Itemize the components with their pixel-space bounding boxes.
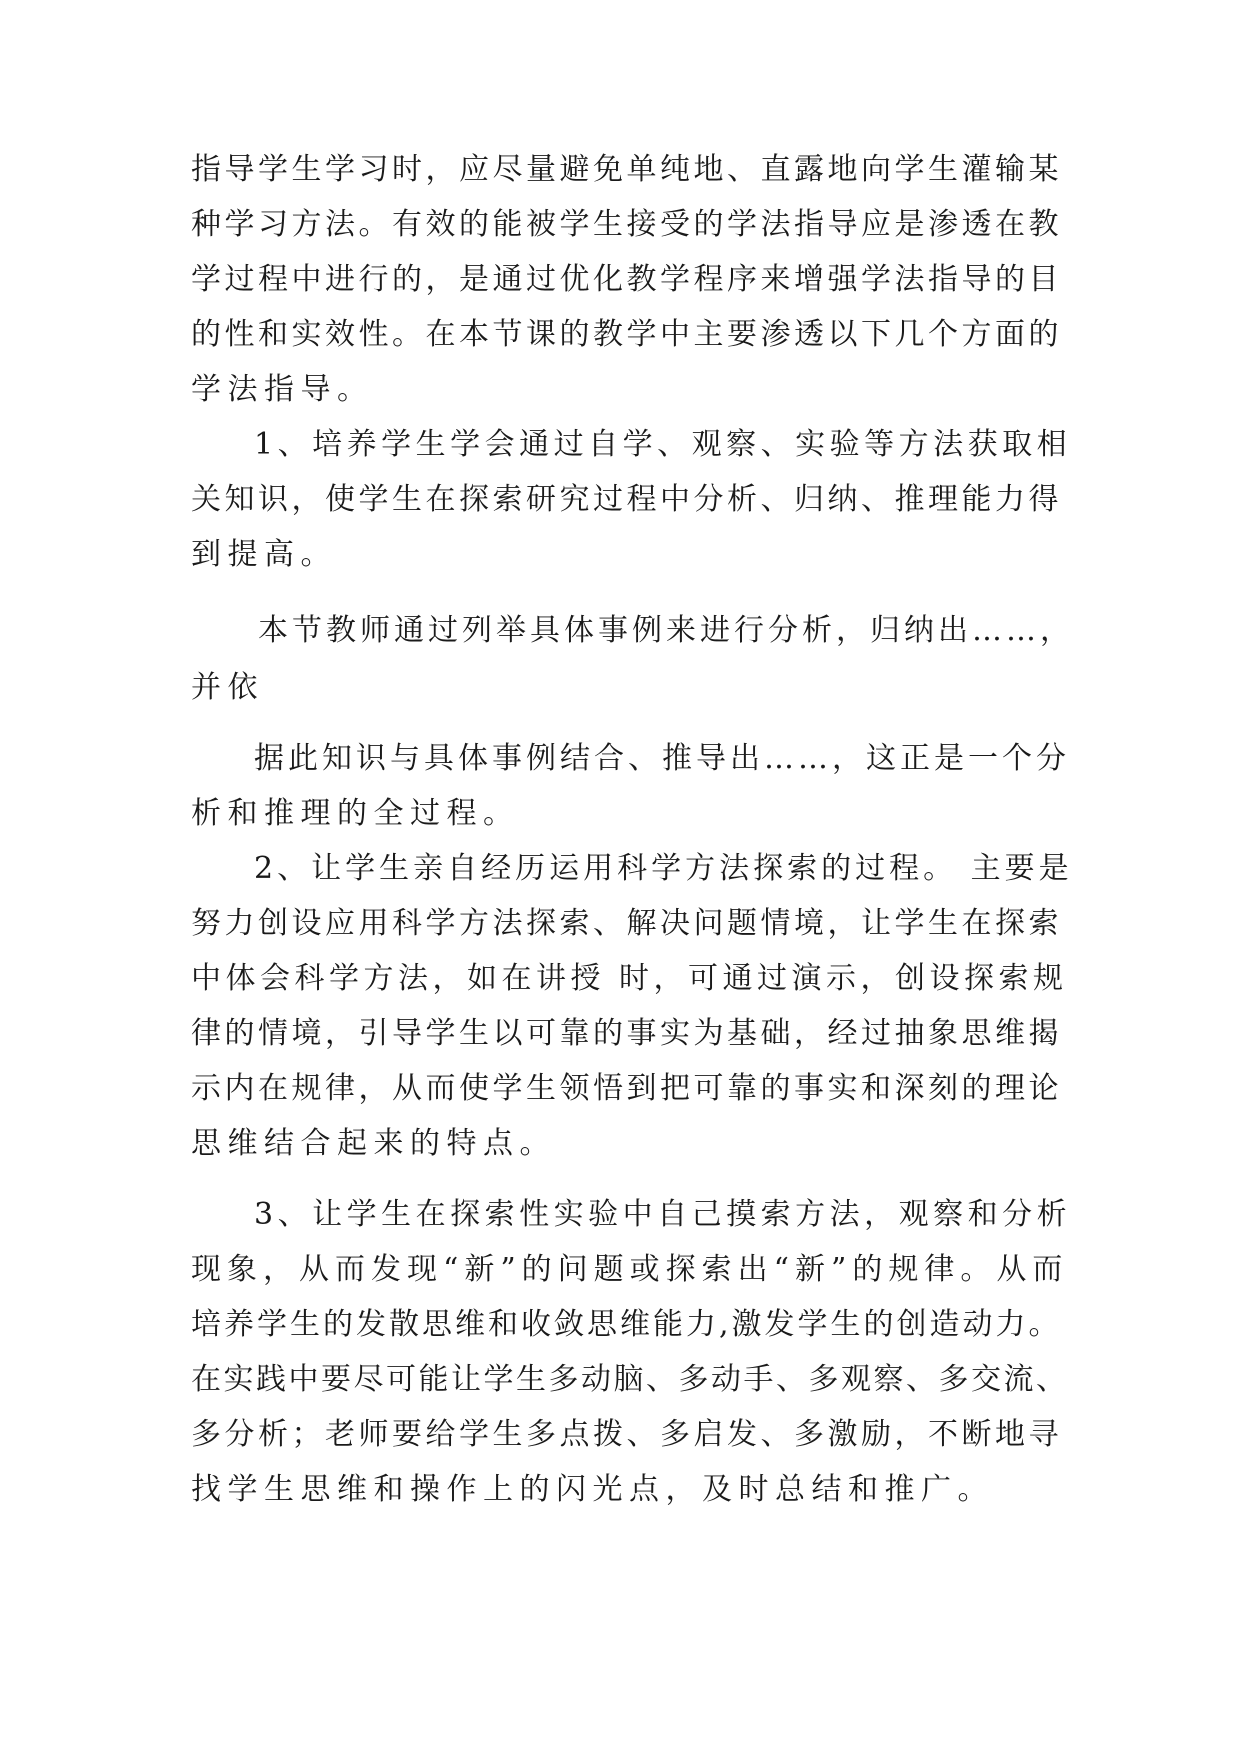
text-line: 学过程中进行的，是通过优化教学程序来增强学法指导的目 xyxy=(191,262,1062,297)
text-line: 律的情境，引导学生以可靠的事实为基础，经过抽象思维揭 xyxy=(191,1016,1062,1051)
text-line: 的性和实效性。在本节课的教学中主要渗透以下几个方面的 xyxy=(191,317,1062,352)
text-line: 析和推理的全过程。 xyxy=(191,796,520,831)
text-line: 找学生思维和操作上的闪光点，及时总结和推广。 xyxy=(191,1472,994,1507)
text-line: 学法指导。 xyxy=(191,372,374,407)
text-line: 多分析；老师要给学生多点拨、多启发、多激励，不断地寻 xyxy=(191,1417,1062,1452)
text-line: 据此知识与具体事例结合、推导出……，这正是一个分 xyxy=(254,741,1070,776)
text-line: 中体会科学方法，如在讲授 时，可通过演示，创设探索规 xyxy=(191,961,1068,996)
text-line: 3、让学生在探索性实验中自己摸索方法，观察和分析 xyxy=(254,1197,1072,1232)
text-line: 并依 xyxy=(191,670,264,705)
text-line: 在实践中要尽可能让学生多动脑、多动手、多观察、多交流、 xyxy=(191,1362,1069,1397)
text-line: 现象，从而发现“新”的问题或探索出“新”的规律。从而 xyxy=(191,1252,1069,1287)
text-line: 努力创设应用科学方法探索、解决问题情境，让学生在探索 xyxy=(191,906,1062,941)
text-line: 示内在规律，从而使学生领悟到把可靠的事实和深刻的理论 xyxy=(191,1071,1062,1106)
text-line: 种学习方法。有效的能被学生接受的学法指导应是渗透在教 xyxy=(191,207,1062,242)
text-line: 2、让学生亲自经历运用科学方法探索的过程。 主要是 xyxy=(254,851,1073,886)
text-line: 指导学生学习时，应尽量避免单纯地、直露地向学生灌输某 xyxy=(191,152,1062,187)
text-line: 关知识，使学生在探索研究过程中分析、归纳、推理能力得 xyxy=(191,482,1062,517)
text-line: 1、培养学生学会通过自学、观察、实验等方法获取相 xyxy=(254,427,1072,462)
text-line: 到提高。 xyxy=(191,537,337,572)
text-line: 培养学生的发散思维和收敛思维能力,激发学生的创造动力。 xyxy=(191,1307,1062,1342)
text-line: 本节教师通过列举具体事例来进行分析，归纳出……， xyxy=(258,613,1074,648)
text-line: 思维结合起来的特点。 xyxy=(191,1126,556,1161)
